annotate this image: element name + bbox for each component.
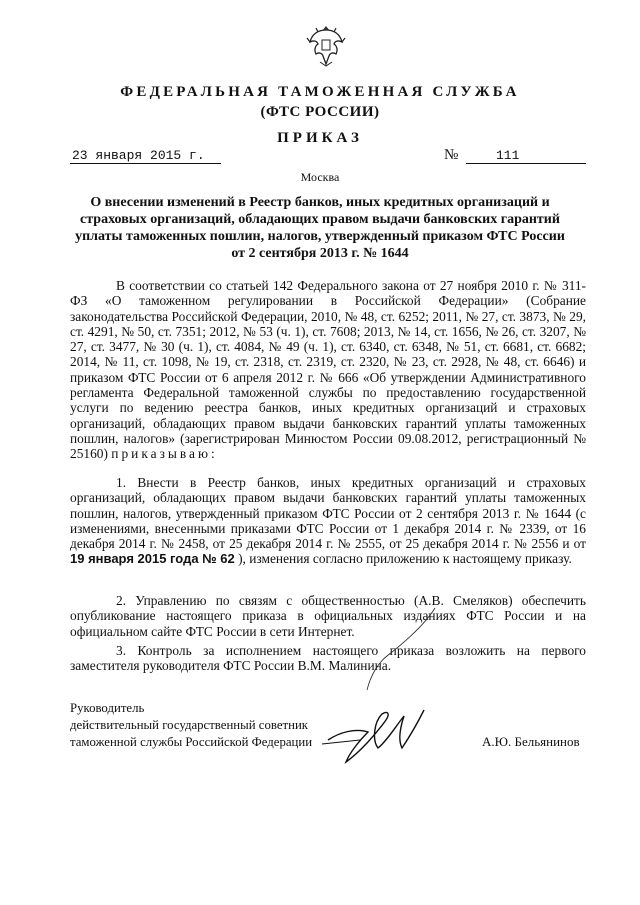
document-city: Москва	[300, 170, 340, 184]
preamble-paragraph	[70, 278, 586, 462]
order-word: приказываю:	[111, 446, 218, 462]
clause-2-paragraph: 2. Управлению по связям с общественностью (А.В. Смеляков) обеспечить опубликование настоящего приказа в официальных изданиях ФТС России и на официальном сайте ФТС России в сети Интернет.	[70, 593, 586, 639]
document-type: ПРИКАЗ	[277, 130, 363, 146]
signatory-position: Руководитель	[70, 701, 145, 715]
clause-3-paragraph: 3. Контроль за исполнением настоящего приказа возложить на первого заместителя руководителя ФТС России В.М. Малинина.	[70, 643, 586, 674]
document-date: 23 января 2015 г.	[70, 148, 221, 164]
document-number: 111	[466, 148, 586, 164]
organization-abbreviation: (ФТС РОССИИ)	[260, 104, 380, 120]
clause-1-text: 1. Внести в Реестр банков, иных кредитных организаций и страховых организаций, обладающих правом выдачи банковских гарантий уплаты таможенных пошлин, налогов, утвержденный приказом ФТС России от 2 сентября 2013 г. № 1644 (с изменениями, внесенными приказами ФТС России от 1 декабря 2014 г. № 2339, от 16 декабря 2014 г. № 2458, от 25 декабря 2014 г. № 2555, от 25 декабря 2014 г. № 2556 и от	[70, 475, 586, 552]
title-line: О внесении изменений в Реестр банков, иных кредитных организаций и	[90, 195, 550, 210]
organization-name: ФЕДЕРАЛЬНАЯ ТАМОЖЕННАЯ СЛУЖБА	[120, 84, 520, 100]
clause-1-handwritten-insert: 19 января 2015 года № 62	[70, 551, 235, 567]
title-line: от 2 сентября 2013 г. № 1644	[231, 246, 409, 261]
handwritten-mark	[365, 604, 445, 694]
signatory-rank-line1: действительный государственный советник	[70, 718, 309, 732]
signer-name: А.Ю. Бельянинов	[482, 734, 580, 749]
signatory-rank-line2: таможенной службы Российской Федерации	[70, 735, 313, 749]
clause-1-text-end: ), изменения согласно приложению к настоящему приказу.	[238, 551, 572, 567]
title-line: страховых организаций, обладающих правом выдачи банковских гарантий	[80, 212, 560, 227]
number-label: №	[444, 147, 459, 163]
preamble-text: В соответствии со статьей 142 Федерального закона от 27 ноября 2010 г. № 311-ФЗ «О таможенном регулировании в Российской Федерации» (Собрание законодательства Российской Федерации, 2010, № 48, ст. 6252; 2011, № 27, ст. 3873, № 29, ст. 4291, № 50, ст. 7351; 2012, № 53 (ч. 1), ст. 7608; 2013, № 14, ст. 1656, № 26, ст. 3207, № 27, ст. 3477, № 30 (ч. 1), ст. 4084, № 49 (ч. 1), ст. 6340, ст. 6348, № 51, ст. 6681, ст. 6682; 2014, № 11, ст. 1098, № 19, ст. 2318, ст. 2319, ст. 2320, № 23, ст. 2928, № 48, ст. 6646) и приказом ФТС России от 6 апреля 2012 г. № 666 «Об утверждении Административного регламента Федеральной таможенной службы по предоставлению государственной услуги по ведению реестра банков, иных кредитных организаций и страховых организаций, обладающих правом выдачи банковских гарантий уплаты таможенных пошлин, налогов» (зарегистрирован Минюстом России 09.08.2012, регистрационный № 25160)	[70, 278, 586, 462]
coat-of-arms-icon	[306, 22, 346, 68]
signatory-title	[70, 700, 312, 751]
handwritten-signature	[320, 692, 430, 774]
title-line: уплаты таможенных пошлин, налогов, утвержденный приказом ФТС России	[75, 229, 565, 244]
document-title	[62, 194, 578, 262]
clause-1-paragraph	[70, 475, 586, 567]
